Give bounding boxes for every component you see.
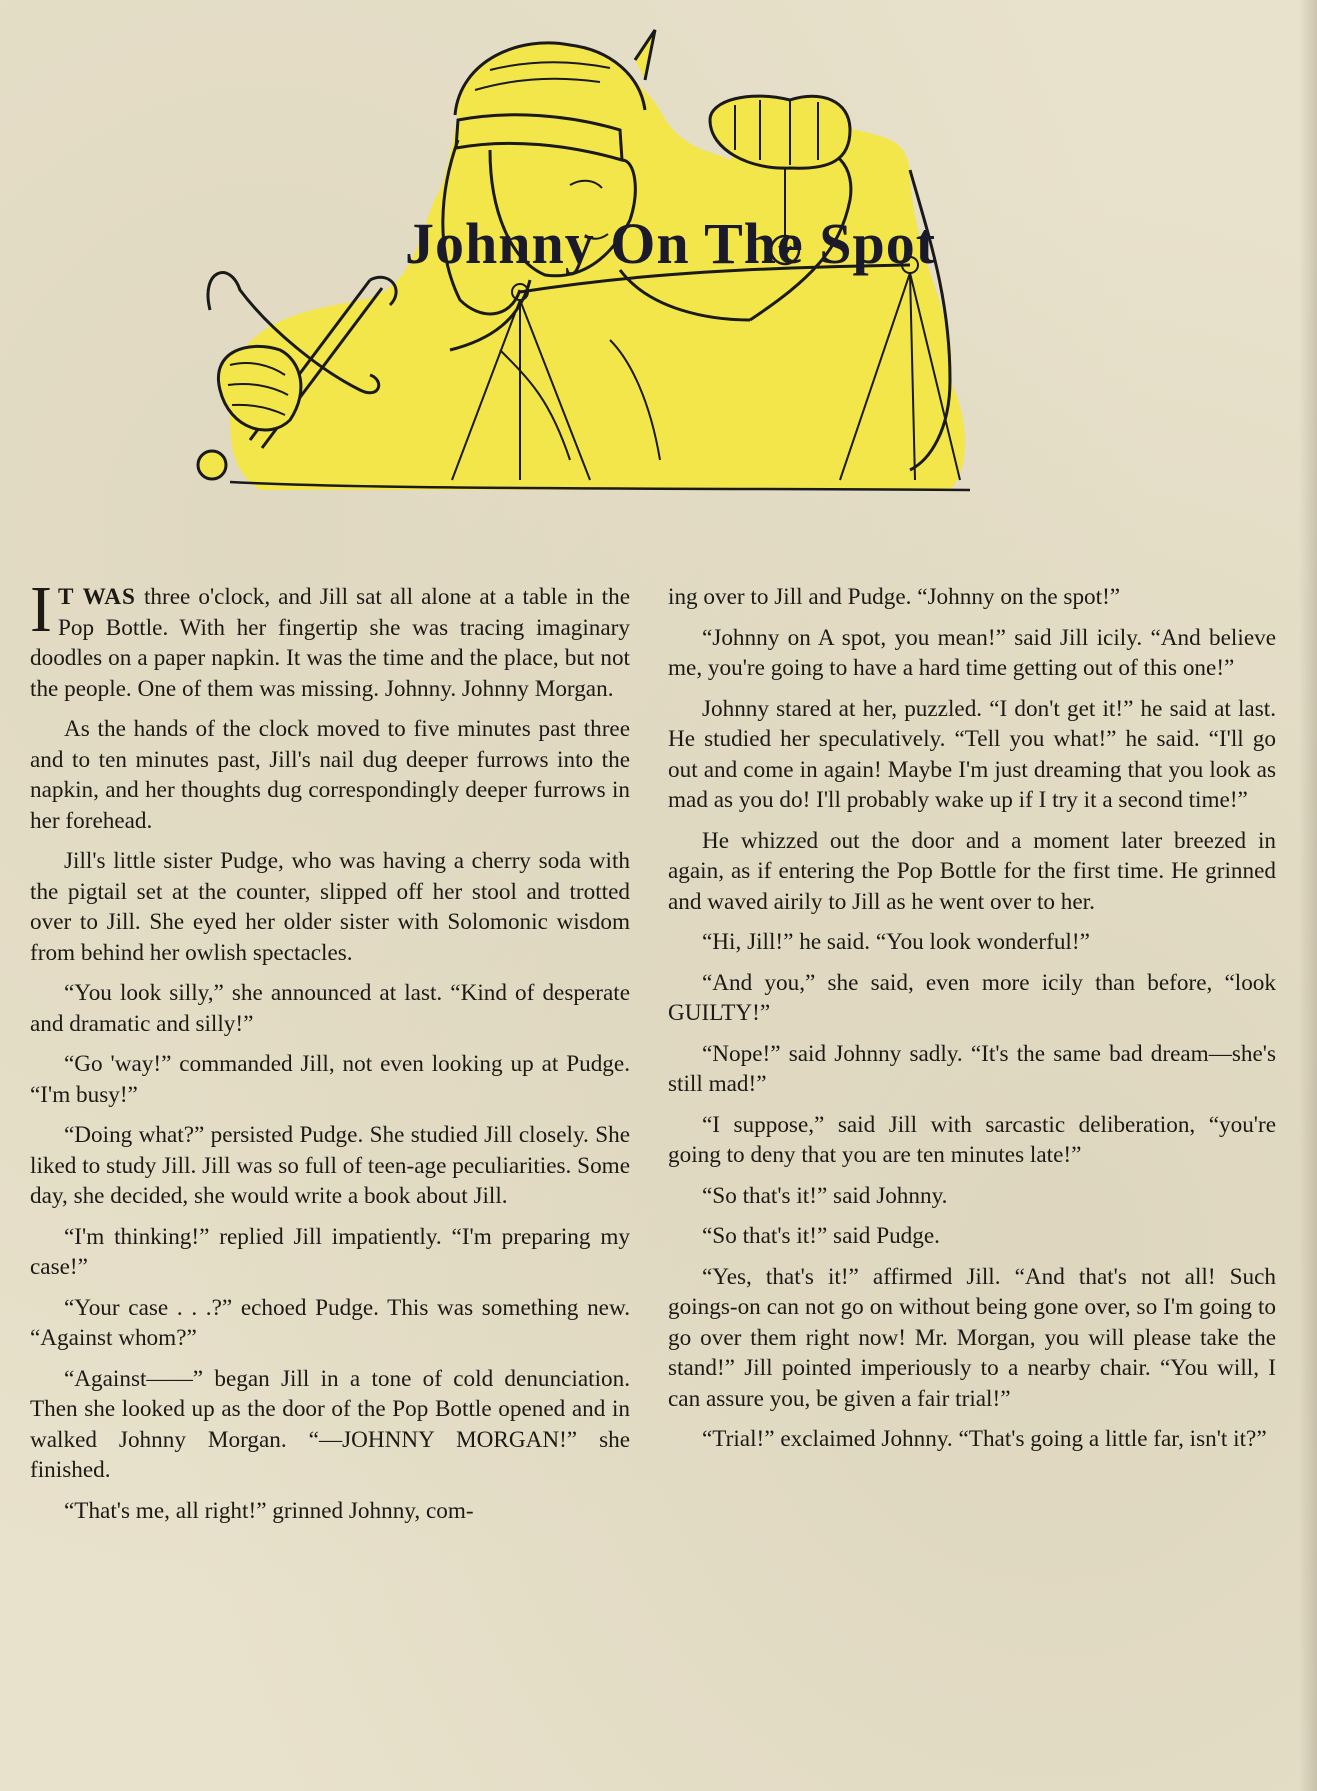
paragraph: “Yes, that's it!” affirmed Jill. “And that's not all! Such goings-on can not go on without being gone over, so I'm going to go over them right now! Mr. Morgan, you will please take the stand!” Jill pointed imperiously to a nearby chair. “You will, I can assure you, be given a fair trial!” bbox=[668, 1263, 1276, 1412]
opening-paragraph bbox=[30, 573, 630, 704]
paragraph: “Trial!” exclaimed Johnny. “That's going a little far, isn't it?” bbox=[702, 1426, 1267, 1452]
paragraph: “So that's it!” said Johnny. bbox=[702, 1182, 948, 1209]
paragraph: “Doing what?” persisted Pudge. She studied Jill closely. She liked to study Jill. Jill was so full of teen-age peculiarities. Some day, she decided, she would write a book about Jill. bbox=[30, 1122, 630, 1209]
opening-words: T WAS bbox=[57, 584, 136, 610]
drop-cap: I bbox=[30, 573, 52, 646]
paragraph: Johnny stared at her, puzzled. “I don't get it!” he said at last. He studied her speculatively. “Tell you what!” he said. “I'll go out and come in again! Maybe I'm just dreaming that you look as mad as you do! I'll probably wake up if I try it a second time!” bbox=[668, 695, 1276, 813]
left-column bbox=[30, 573, 630, 1536]
paragraph: Jill's little sister Pudge, who was having a cherry soda with the pigtail set at the counter, slipped off her stool and trotted over to Jill. She eyed her older sister with Solomonic wisdom from behind her owlish spectacles. bbox=[30, 848, 630, 966]
paragraph: He whizzed out the door and a moment later breezed in again, as if entering the Pop Bottle for the first time. He grinned and waved airily to Jill as he went over to her. bbox=[668, 827, 1276, 915]
justice-figure-icon bbox=[190, 20, 1150, 580]
right-column bbox=[668, 582, 1276, 1465]
paragraph: “I'm thinking!” replied Jill impatiently. “I'm preparing my case!” bbox=[30, 1223, 630, 1280]
paragraph: “Johnny on A spot, you mean!” said Jill icily. “And believe me, you're going to have a hard time getting out of this one!” bbox=[668, 624, 1276, 681]
paragraph-continued: ing over to Jill and Pudge. “Johnny on the spot!” bbox=[668, 584, 1121, 610]
paragraph: “Nope!” said Johnny sadly. “It's the same bad dream—she's still mad!” bbox=[668, 1040, 1276, 1097]
paragraph-text: three o'clock, and Jill sat all alone at a table in the Pop Bottle. With her fingertip she was tracing imaginary doodles on a paper napkin. It was the time and the place, but not the people. One of them was missing. Johnny. Johnny Morgan. bbox=[30, 584, 630, 702]
paragraph: “You look silly,” she announced at last. “Kind of desperate and dramatic and silly!” bbox=[30, 980, 630, 1037]
paragraph: “I suppose,” said Jill with sarcastic deliberation, “you're going to deny that you are ten minutes late!” bbox=[668, 1111, 1276, 1168]
paragraph: “So that's it!” said Pudge. bbox=[702, 1223, 940, 1249]
story-title: Johnny On The Spot bbox=[405, 211, 937, 276]
paragraph: “And you,” she said, even more icily than before, “look GUILTY!” bbox=[668, 969, 1276, 1026]
paragraph: “Go 'way!” commanded Jill, not even looking up at Pudge. “I'm busy!” bbox=[30, 1051, 630, 1108]
paragraph: “Hi, Jill!” he said. “You look wonderful!” bbox=[702, 929, 1090, 955]
paragraph: As the hands of the clock moved to five minutes past three and to ten minutes past, Jill's nail dug deeper furrows into the napkin, and her thoughts dug correspondingly deeper furrows in her forehead. bbox=[30, 716, 630, 834]
paragraph: “That's me, all right!” grinned Johnny, com- bbox=[64, 1497, 474, 1524]
page-edge-shadow bbox=[1299, 0, 1317, 1791]
paragraph: “Against——” began Jill in a tone of cold denunciation. Then she looked up as the door of the Pop Bottle opened and in walked Johnny Morgan. “—JOHNNY MORGAN!” she finished. bbox=[30, 1365, 630, 1483]
paragraph: “Your case . . .?” echoed Pudge. This was something new. “Against whom?” bbox=[30, 1294, 630, 1351]
